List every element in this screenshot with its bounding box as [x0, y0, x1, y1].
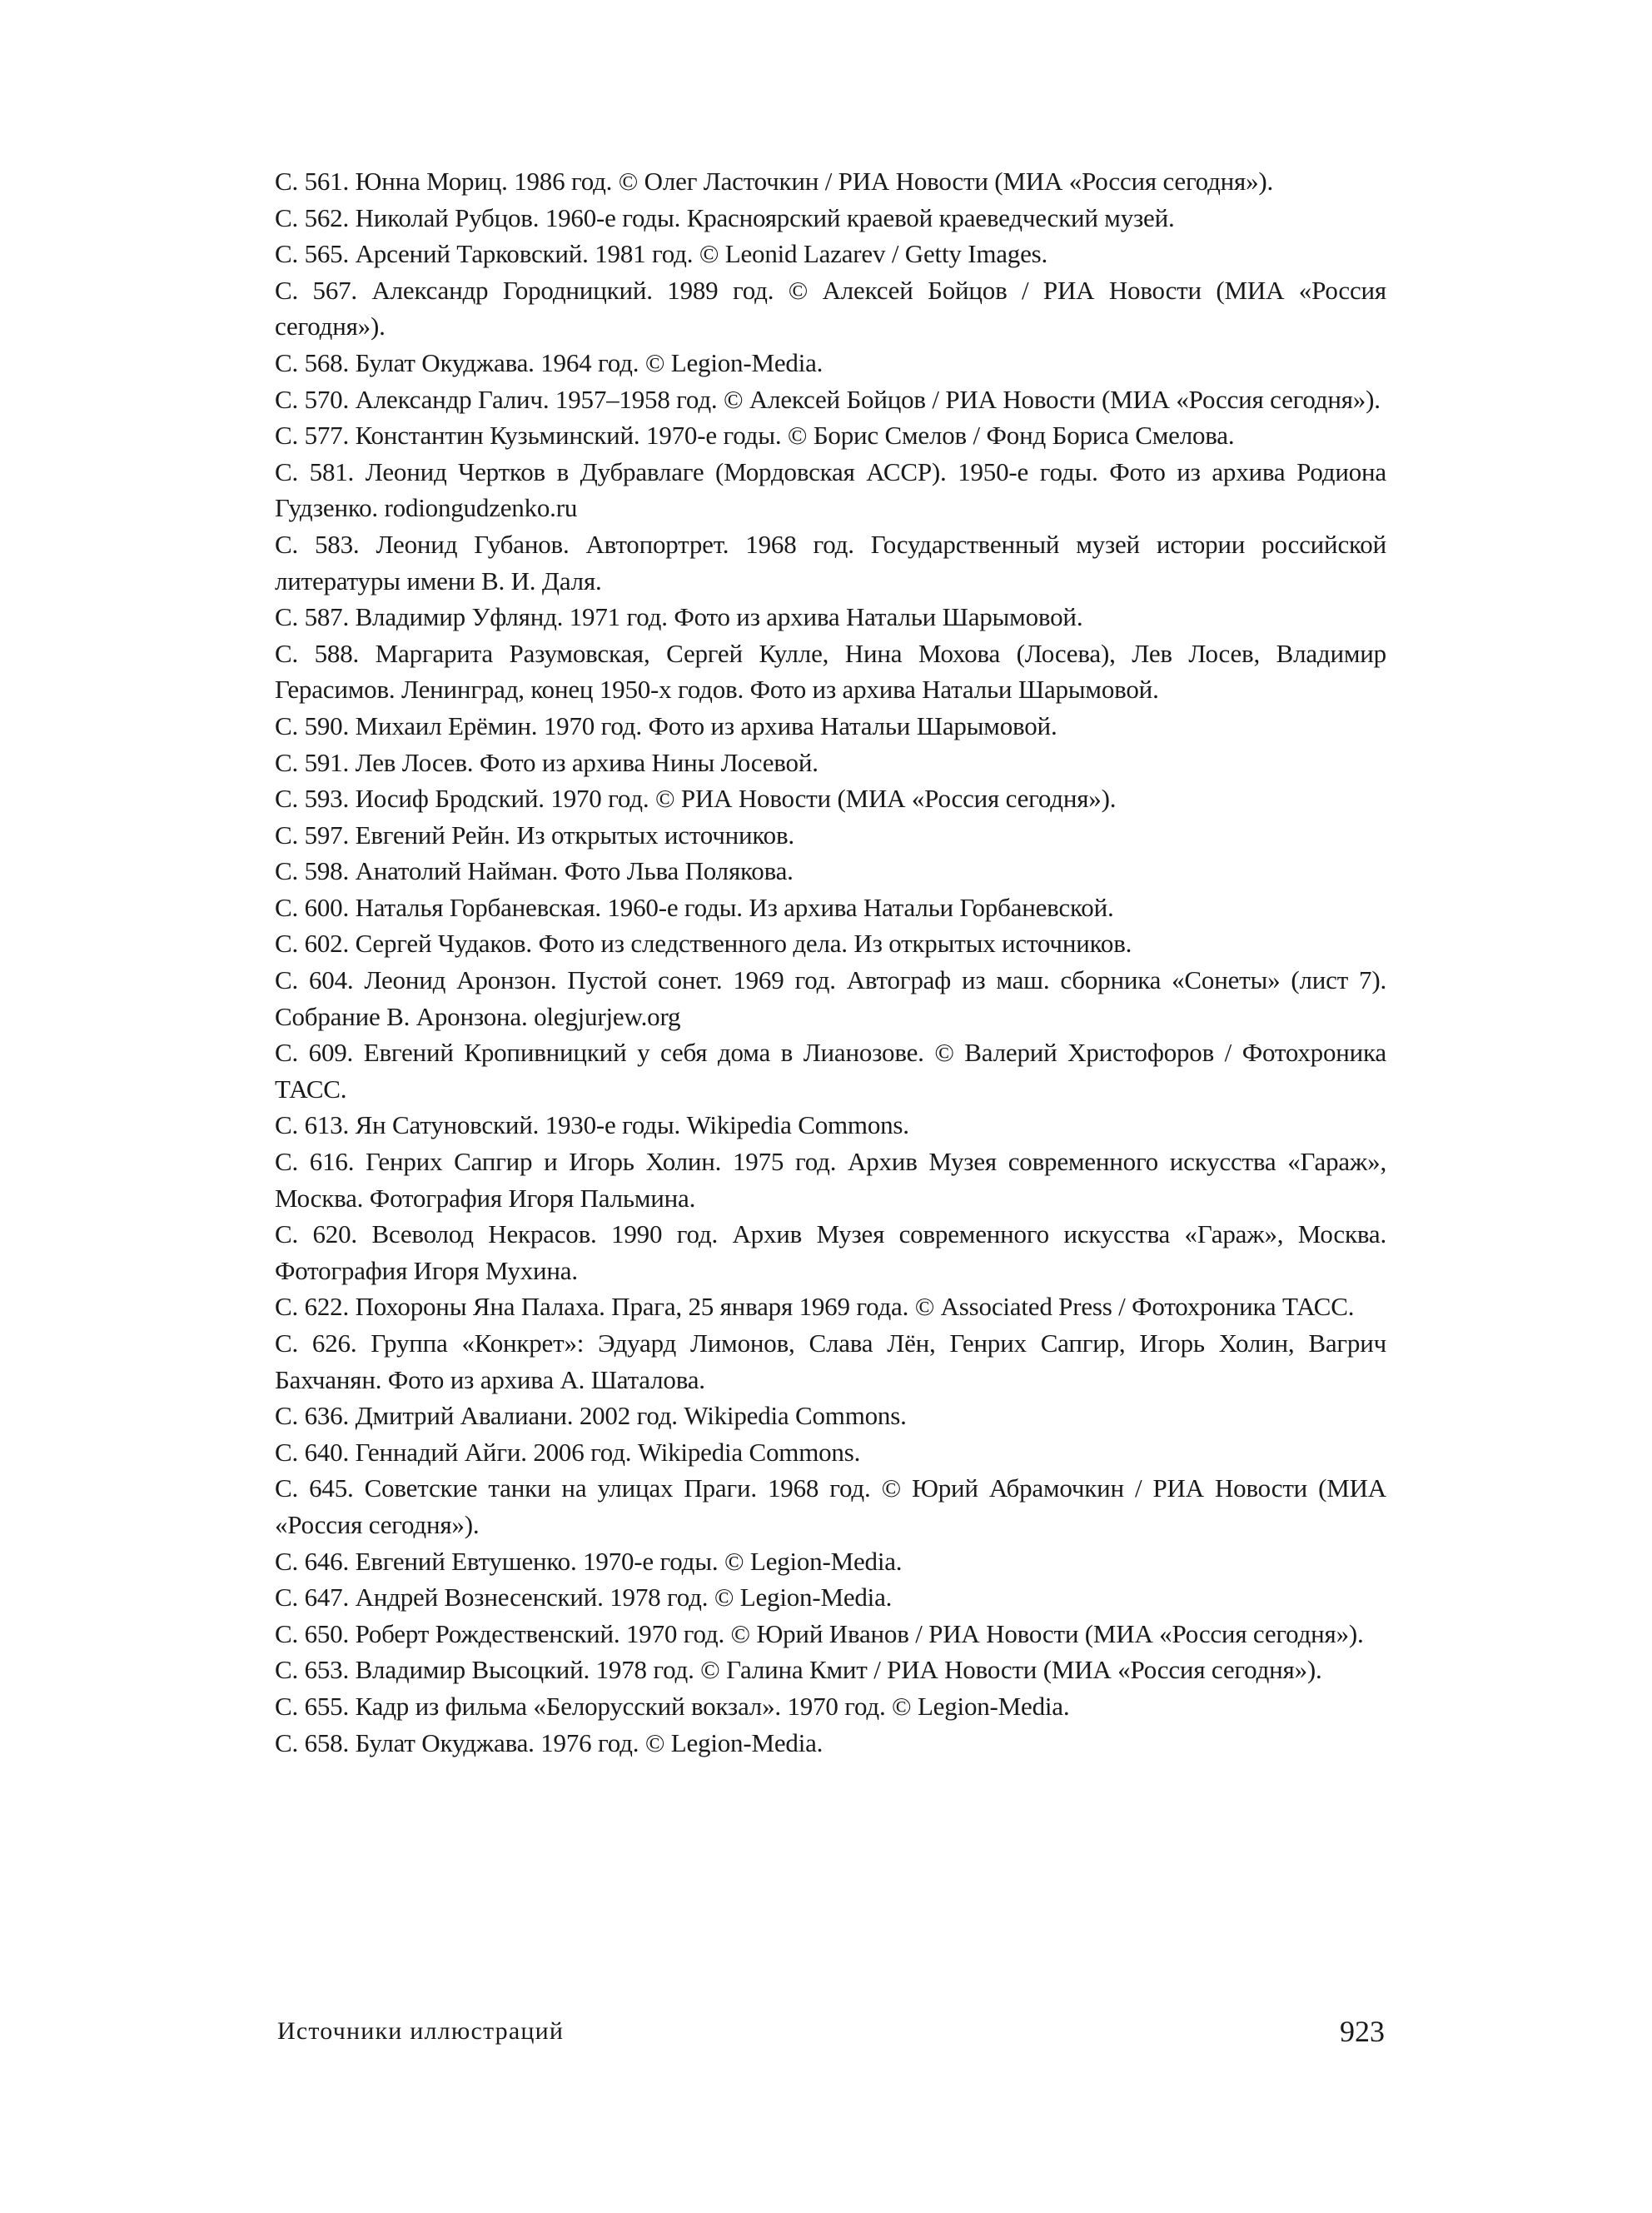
credit-entry: С. 636. Дмитрий Авалиани. 2002 год. Wikipedia Commons.	[275, 1401, 907, 1431]
credit-entry: С. 647. Андрей Вознесенский. 1978 год. © Legion-Media.	[275, 1582, 893, 1612]
credit-entry: С. 655. Кадр из фильма «Белорусский вокзал». 1970 год. © Legion-Media.	[275, 1691, 1070, 1721]
credit-entry: С. 616. Генрих Сапгир и Игорь Холин. 1975 год. Архив Музея современного искусства «Гараж», Москва. Фотография Игоря Пальмина.	[275, 1147, 1386, 1213]
page-number: 923	[1340, 2015, 1385, 2048]
credit-entry: С. 600. Наталья Горбаневская. 1960-е годы. Из архива Натальи Горбаневской.	[275, 892, 1114, 922]
credit-entry: С. 588. Маргарита Разумовская, Сергей Кулле, Нина Мохова (Лосева), Лев Лосев, Владимир Герасимов. Ленинград, конец 1950-х годов. Фото из архива Натальи Шарымовой.	[275, 638, 1386, 705]
credit-entry: С. 626. Группа «Конкрет»: Эдуард Лимонов, Слава Лён, Генрих Сапгир, Игорь Холин, Вагрич Бахчанян. Фото из архива А. Шаталова.	[275, 1328, 1386, 1394]
credit-entry: С. 602. Сергей Чудаков. Фото из следственного дела. Из открытых источников.	[275, 929, 1132, 959]
illustration-credits-list	[275, 163, 1386, 1761]
page-footer	[277, 2014, 1385, 2056]
credit-entry: С. 561. Юнна Мориц. 1986 год. © Олег Ласточкин / РИА Новости (МИА «Россия сегодня»).	[275, 167, 1274, 196]
credit-entry: С. 646. Евгений Евтушенко. 1970-е годы. © Legion-Media.	[275, 1546, 903, 1576]
credit-entry: С. 650. Роберт Рождественский. 1970 год. © Юрий Иванов / РИА Новости (МИА «Россия сегодня»).	[275, 1618, 1364, 1648]
credit-entry: С. 598. Анатолий Найман. Фото Льва Полякова.	[275, 856, 794, 886]
credit-entry: С. 583. Леонид Губанов. Автопортрет. 1968 год. Государственный музей истории российской литературы имени В. И. Даля.	[275, 529, 1386, 596]
credit-entry: С. 591. Лев Лосев. Фото из архива Нины Лосевой.	[275, 747, 819, 777]
credit-entry: С. 593. Иосиф Бродский. 1970 год. © РИА Новости (МИА «Россия сегодня»).	[275, 784, 1117, 814]
credit-entry: С. 653. Владимир Высоцкий. 1978 год. © Галина Кмит / РИА Новости (МИА «Россия сегодня»).	[275, 1655, 1322, 1685]
credit-entry: С. 640. Геннадий Айги. 2006 год. Wikipedia Commons.	[275, 1437, 861, 1467]
credit-entry: С. 587. Владимир Уфлянд. 1971 год. Фото из архива Натальи Шарымовой.	[275, 602, 1083, 632]
credit-entry: С. 597. Евгений Рейн. Из открытых источников.	[275, 820, 794, 850]
credit-entry: С. 645. Советские танки на улицах Праги. 1968 год. © Юрий Абрамочкин / РИА Новости (МИА «Россия сегодня»).	[275, 1473, 1386, 1539]
credit-entry: С. 609. Евгений Кропивницкий у себя дома в Лианозове. © Валерий Христофоров / Фотохроника ТАСС.	[275, 1038, 1386, 1104]
credit-entry: С. 581. Леонид Чертков в Дубравлаге (Мордовская АССР). 1950-е годы. Фото из архива Родиона Гудзенко. rodiongudzenko.ru	[275, 456, 1386, 523]
credit-entry: С. 658. Булат Окуджава. 1976 год. © Legion-Media.	[275, 1727, 824, 1757]
running-title: Источники иллюстраций	[277, 2017, 565, 2045]
credit-entry: С. 604. Леонид Аронзон. Пустой сонет. 1969 год. Автограф из маш. сборника «Сонеты» (лист 7). Собрание В. Аронзона. olegjurjew.org	[275, 965, 1386, 1031]
credit-entry: С. 590. Михаил Ерёмин. 1970 год. Фото из архива Натальи Шарымовой.	[275, 710, 1057, 740]
credit-entry: С. 613. Ян Сатуновский. 1930-е годы. Wikipedia Commons.	[275, 1110, 909, 1140]
credit-entry: С. 570. Александр Галич. 1957–1958 год. © Алексей Бойцов / РИА Новости (МИА «Россия сегодня»).	[275, 384, 1381, 414]
credit-entry: С. 562. Николай Рубцов. 1960-е годы. Красноярский краевой краеведческий музей.	[275, 202, 1175, 232]
credit-entry: С. 577. Константин Кузьминский. 1970-е годы. © Борис Смелов / Фонд Бориса Смелова.	[275, 421, 1235, 451]
credit-entry: С. 622. Похороны Яна Палаха. Прага, 25 января 1969 года. © Associated Press / Фотохроника ТАСС.	[275, 1292, 1355, 1322]
credit-entry: С. 620. Всеволод Некрасов. 1990 год. Архив Музея современного искусства «Гараж», Москва. Фотография Игоря Мухина.	[275, 1219, 1386, 1285]
credit-entry: С. 565. Арсений Тарковский. 1981 год. © Leonid Lazarev / Getty Images.	[275, 239, 1048, 269]
credit-entry: С. 568. Булат Окуджава. 1964 год. © Legion-Media.	[275, 347, 824, 377]
credit-entry: С. 567. Александр Городницкий. 1989 год. © Алексей Бойцов / РИА Новости (МИА «Россия сегодня»).	[275, 275, 1386, 341]
